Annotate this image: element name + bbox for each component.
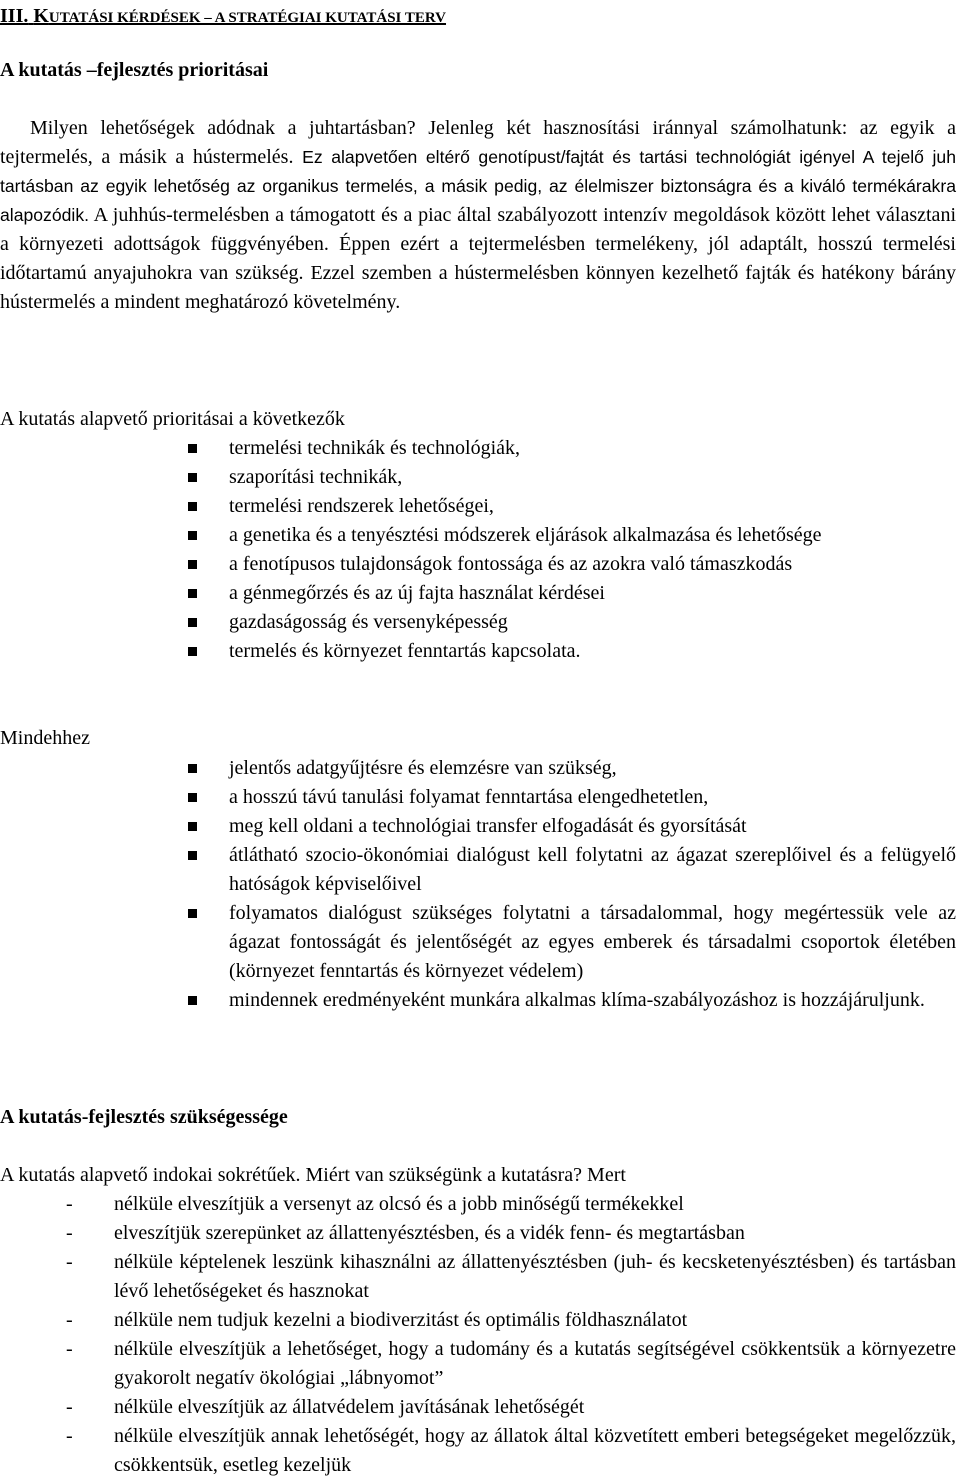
square-bullet-icon [188,531,197,540]
dash-bullet: - [66,1396,73,1418]
list-item: - nélküle elveszítjük a lehetőséget, hogy a tudomány és a kutatás segítségével csökkentsük a környezetre gyakorolt negatív ökológiai „lábnyomot” [66,1335,956,1393]
dash-bullet: - [66,1425,73,1447]
list-item: a génmegőrzés és az új fajta használat kérdései [188,579,956,608]
square-bullet-icon [188,618,197,627]
square-bullet-icon [188,444,197,453]
necessity-heading: A kutatás-fejlesztés szükségessége [0,1106,288,1128]
list-item: mindennek eredményeként munkára alkalmas klíma-szabályozáshoz is hozzájáruljunk. [188,986,956,1015]
square-bullet-icon [188,473,197,482]
mindehhez-list [188,754,956,1015]
square-bullet-icon [188,647,197,656]
square-bullet-icon [188,793,197,802]
list-item: - nélküle nem tudjuk kezelni a biodiverzitást és optimális földhasználatot [66,1306,956,1335]
priorities-paragraph [0,114,956,317]
section-roman: III. [0,5,29,27]
priorities-text-serif: Milyen lehetőségek adódnak a juhtartásban? Jelenleg két hasznosítási iránnyal számolhatunk: az egyik a tejtermelés, a másik a hústermelés. [0,117,956,168]
dash-bullet: - [66,1309,73,1331]
mindehhez-label: Mindehhez [0,727,90,749]
list-item: - elveszítjük szerepünket az állattenyésztésben, és a vidék fenn- és megtartásban [66,1219,956,1248]
list-item: a hosszú távú tanulási folyamat fenntartása elengedhetetlen, [188,783,956,812]
list-item: a genetika és a tenyésztési módszerek eljárások alkalmazása és lehetősége [188,521,956,550]
square-bullet-icon [188,822,197,831]
priorities-list-intro: A kutatás alapvető prioritásai a következők [0,408,345,430]
section-title-first-letter: K [33,5,49,27]
section-title-rest: UTATÁSI KÉRDÉSEK – A STRATÉGIAI KUTATÁSI TERV [48,10,447,26]
necessity-intro: A kutatás alapvető indokai sokrétűek. Miért van szükségünk a kutatásra? Mert [0,1164,626,1186]
dash-bullet: - [66,1251,73,1273]
square-bullet-icon [188,589,197,598]
list-item: gazdaságosság és versenyképesség [188,608,956,637]
list-item: a fenotípusos tulajdonságok fontossága és az azokra való támaszkodás [188,550,956,579]
list-item: termelési technikák és technológiák, [188,434,956,463]
list-item: - nélküle elveszítjük a versenyt az olcsó és a jobb minőségű termékekkel [66,1190,956,1219]
square-bullet-icon [188,560,197,569]
list-item: szaporítási technikák, [188,463,956,492]
square-bullet-icon [188,502,197,511]
list-item: jelentős adatgyűjtésre és elemzésre van szükség, [188,754,956,783]
priorities-heading: A kutatás –fejlesztés prioritásai [0,59,269,81]
list-item: átlátható szocio-ökonómiai dialógust kell folytatni az ágazat szereplőivel és a felügyelő hatóságok képviselőivel [188,841,956,899]
priorities-text-sans: Ez alapvetően eltérő genotípust/fajtát és tartási technológiát igényel A tejelő juh tartásban az egyik lehetőség az organikus termelés, a másik pedig, az élelmiszer biztonságra és a kiváló termékárakra alapozódik. [0,147,956,225]
priorities-text-serif-2: A juhhús-termelésben a támogatott és a piac által szabályozott intenzív megoldások között lehet választani a környezeti adottságok függvényében. Éppen ezért a tejtermelésben termelékeny, jól adaptált, hosszú termelési időtartamú anyajuhokra van szükség. Ezzel szemben a hústermelésben könnyen kezelhető fajták és hatékony bárány hústermelés a mindent meghatározó követelmény. [0,204,956,313]
list-item: - nélküle képtelenek leszünk kihasználni az állattenyésztésben (juh- és kecsketenyésztésben) és tartásban lévő lehetőségeket és hasznokat [66,1248,956,1306]
dash-bullet: - [66,1222,73,1244]
list-item: termelési rendszerek lehetőségei, [188,492,956,521]
list-item: meg kell oldani a technológiai transfer elfogadását és gyorsítását [188,812,956,841]
square-bullet-icon [188,764,197,773]
list-item: - nélküle elveszítjük annak lehetőségét, hogy az állatok által közvetített emberi betegségeket megelőzzük, csökkentsük, esetleg kezeljük [66,1422,956,1480]
square-bullet-icon [188,909,197,918]
list-item: - nélküle elveszítjük az állatvédelem javításának lehetőségét [66,1393,956,1422]
necessity-list [66,1190,956,1480]
square-bullet-icon [188,851,197,860]
square-bullet-icon [188,996,197,1005]
list-item: folyamatos dialógust szükséges folytatni a társadalommal, hogy megértessük vele az ágazat fontosságát és jelentőségét az egyes emberek és társadalmi csoportok életében (környezet fenntartás és környezet védelem) [188,899,956,986]
dash-bullet: - [66,1193,73,1215]
priorities-list [188,434,956,666]
list-item: termelés és környezet fenntartás kapcsolata. [188,637,956,666]
section-title [0,2,446,33]
dash-bullet: - [66,1338,73,1360]
